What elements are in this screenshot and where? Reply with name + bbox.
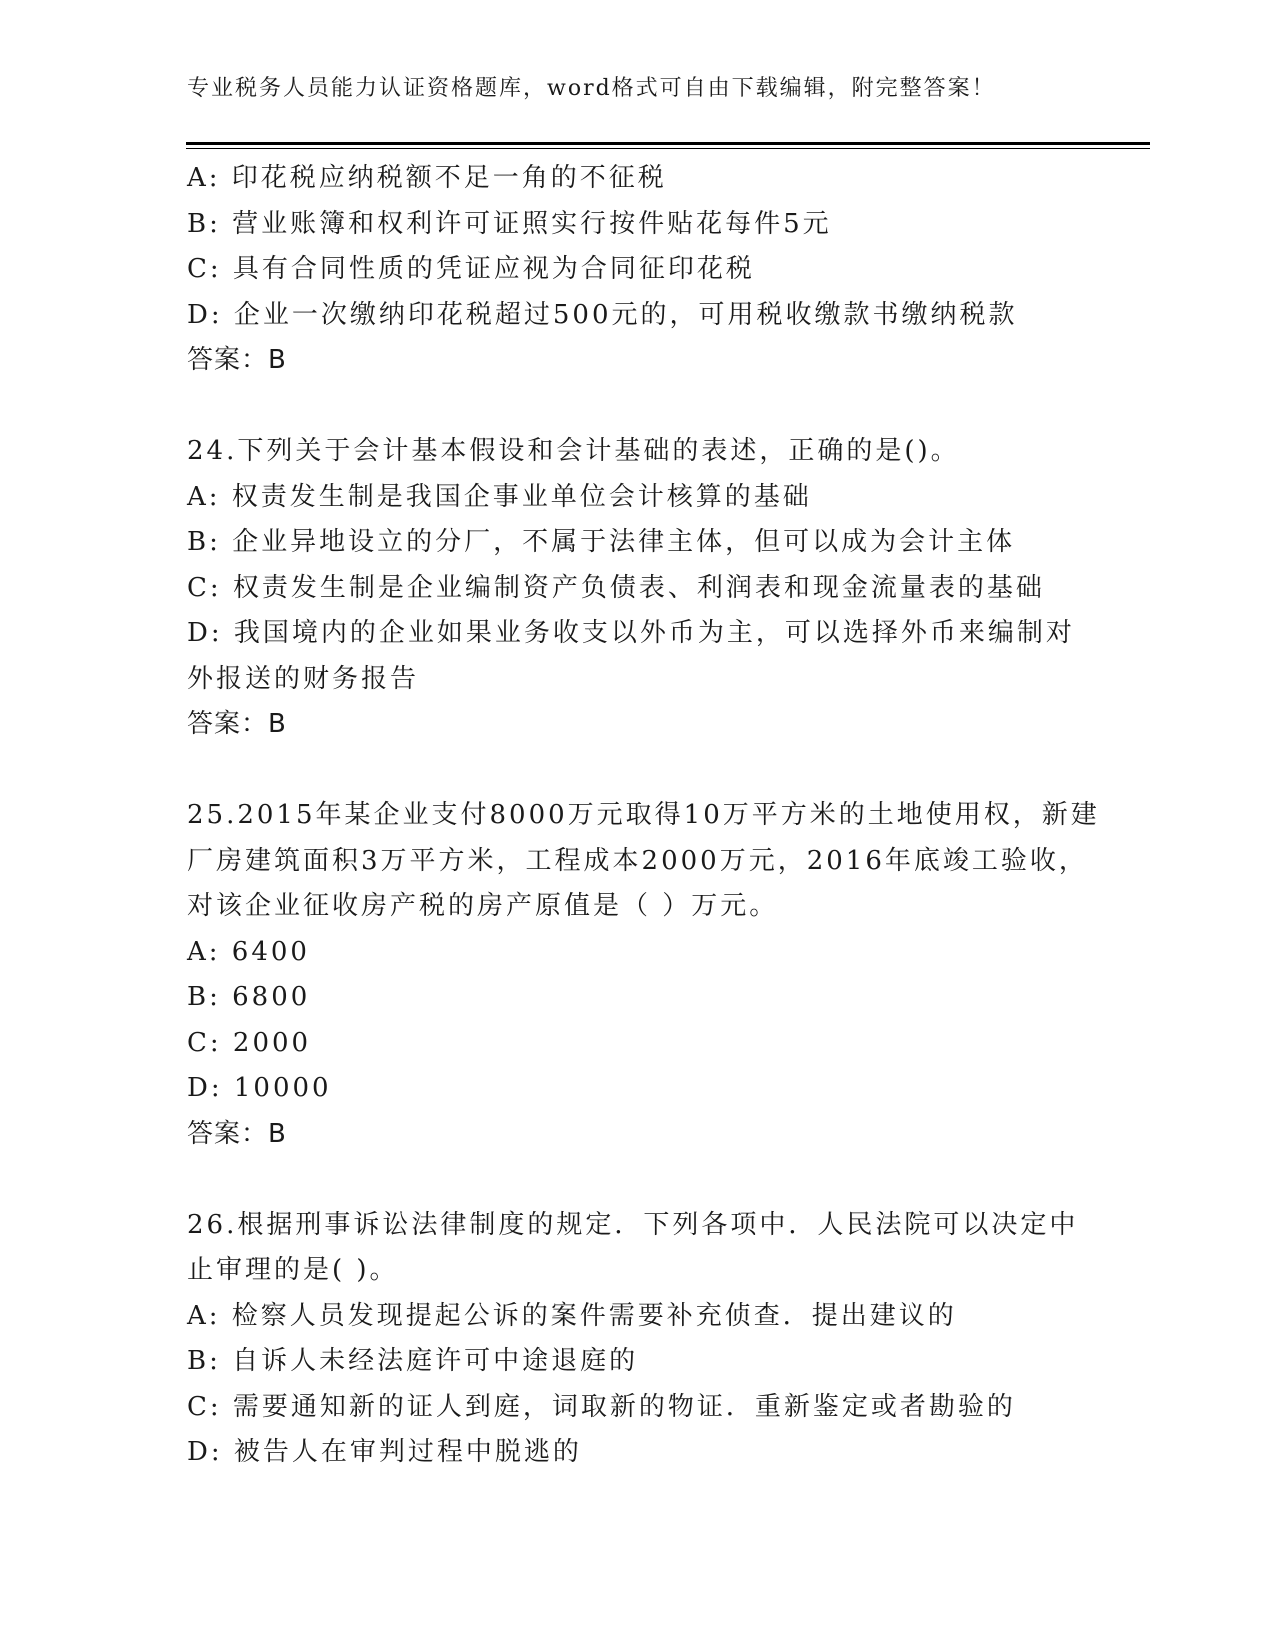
page-header: 专业税务人员能力认证资格题库，word格式可自由下载编辑，附完整答案！ bbox=[187, 76, 996, 101]
question-stem: 25.2015年某企业支付8000万元取得10万平方米的土地使用权，新建 bbox=[187, 800, 1100, 830]
option-b: B: 营业账簿和权利许可证照实行按件贴花每件5元 bbox=[187, 208, 832, 239]
option-d: D: 我国境内的企业如果业务收支以外币为主，可以选择外币来编制对 bbox=[187, 618, 1075, 648]
option-c: C: 需要通知新的证人到庭，词取新的物证．重新鉴定或者勘验的 bbox=[187, 1391, 1016, 1422]
question-stem-continued: 止审理的是( )。 bbox=[187, 1255, 399, 1285]
question-stem: 26.根据刑事诉讼法律制度的规定．下列各项中．人民法院可以决定中 bbox=[187, 1209, 1079, 1240]
question-stem-continued: 对该企业征收房产税的房产原值是（ ）万元。 bbox=[187, 891, 779, 921]
option-c: C: 具有合同性质的凭证应视为合同征印花税 bbox=[187, 254, 755, 284]
block-spacer bbox=[187, 748, 1087, 794]
answer-line: 答案：B bbox=[187, 1118, 287, 1149]
question-block-25 bbox=[187, 793, 1100, 1157]
option-d: D: 10000 bbox=[187, 1073, 332, 1103]
question-block-26 bbox=[187, 1203, 1087, 1476]
option-b: B: 自诉人未经法庭许可中途退庭的 bbox=[187, 1346, 639, 1376]
answer-line: 答案：B bbox=[187, 709, 287, 739]
question-stem: 24.下列关于会计基本假设和会计基础的表述，正确的是()。 bbox=[187, 436, 960, 466]
block-spacer bbox=[187, 1157, 1087, 1203]
header-rule-thin bbox=[186, 148, 1150, 149]
option-d: D: 企业一次缴纳印花税超过500元的，可用税收缴款书缴纳税款 bbox=[187, 299, 1018, 330]
option-d-continued: 外报送的财务报告 bbox=[187, 663, 420, 694]
option-a: A: 印花税应纳税额不足一角的不征税 bbox=[187, 163, 667, 193]
option-b: B: 6800 bbox=[187, 982, 311, 1012]
option-a: A: 6400 bbox=[187, 936, 310, 967]
block-spacer bbox=[187, 384, 1087, 430]
option-d: D: 被告人在审判过程中脱逃的 bbox=[187, 1437, 582, 1467]
option-c: C: 2000 bbox=[187, 1027, 312, 1058]
question-block-24 bbox=[187, 429, 1087, 748]
question-stem-continued: 厂房建筑面积3万平方米，工程成本2000万元，2016年底竣工验收， bbox=[187, 845, 1088, 876]
option-c: C: 权责发生制是企业编制资产负债表、利润表和现金流量表的基础 bbox=[187, 572, 1045, 603]
question-content bbox=[187, 156, 1100, 1476]
option-a: A: 检察人员发现提起公诉的案件需要补充侦查．提出建议的 bbox=[187, 1300, 957, 1331]
answer-line: 答案：B bbox=[187, 345, 287, 375]
option-b: B: 企业异地设立的分厂，不属于法律主体，但可以成为会计主体 bbox=[187, 527, 1016, 557]
question-block-23 bbox=[187, 156, 1087, 384]
option-a: A: 权责发生制是我国企事业单位会计核算的基础 bbox=[187, 481, 812, 512]
header-rule-thick bbox=[186, 142, 1150, 145]
